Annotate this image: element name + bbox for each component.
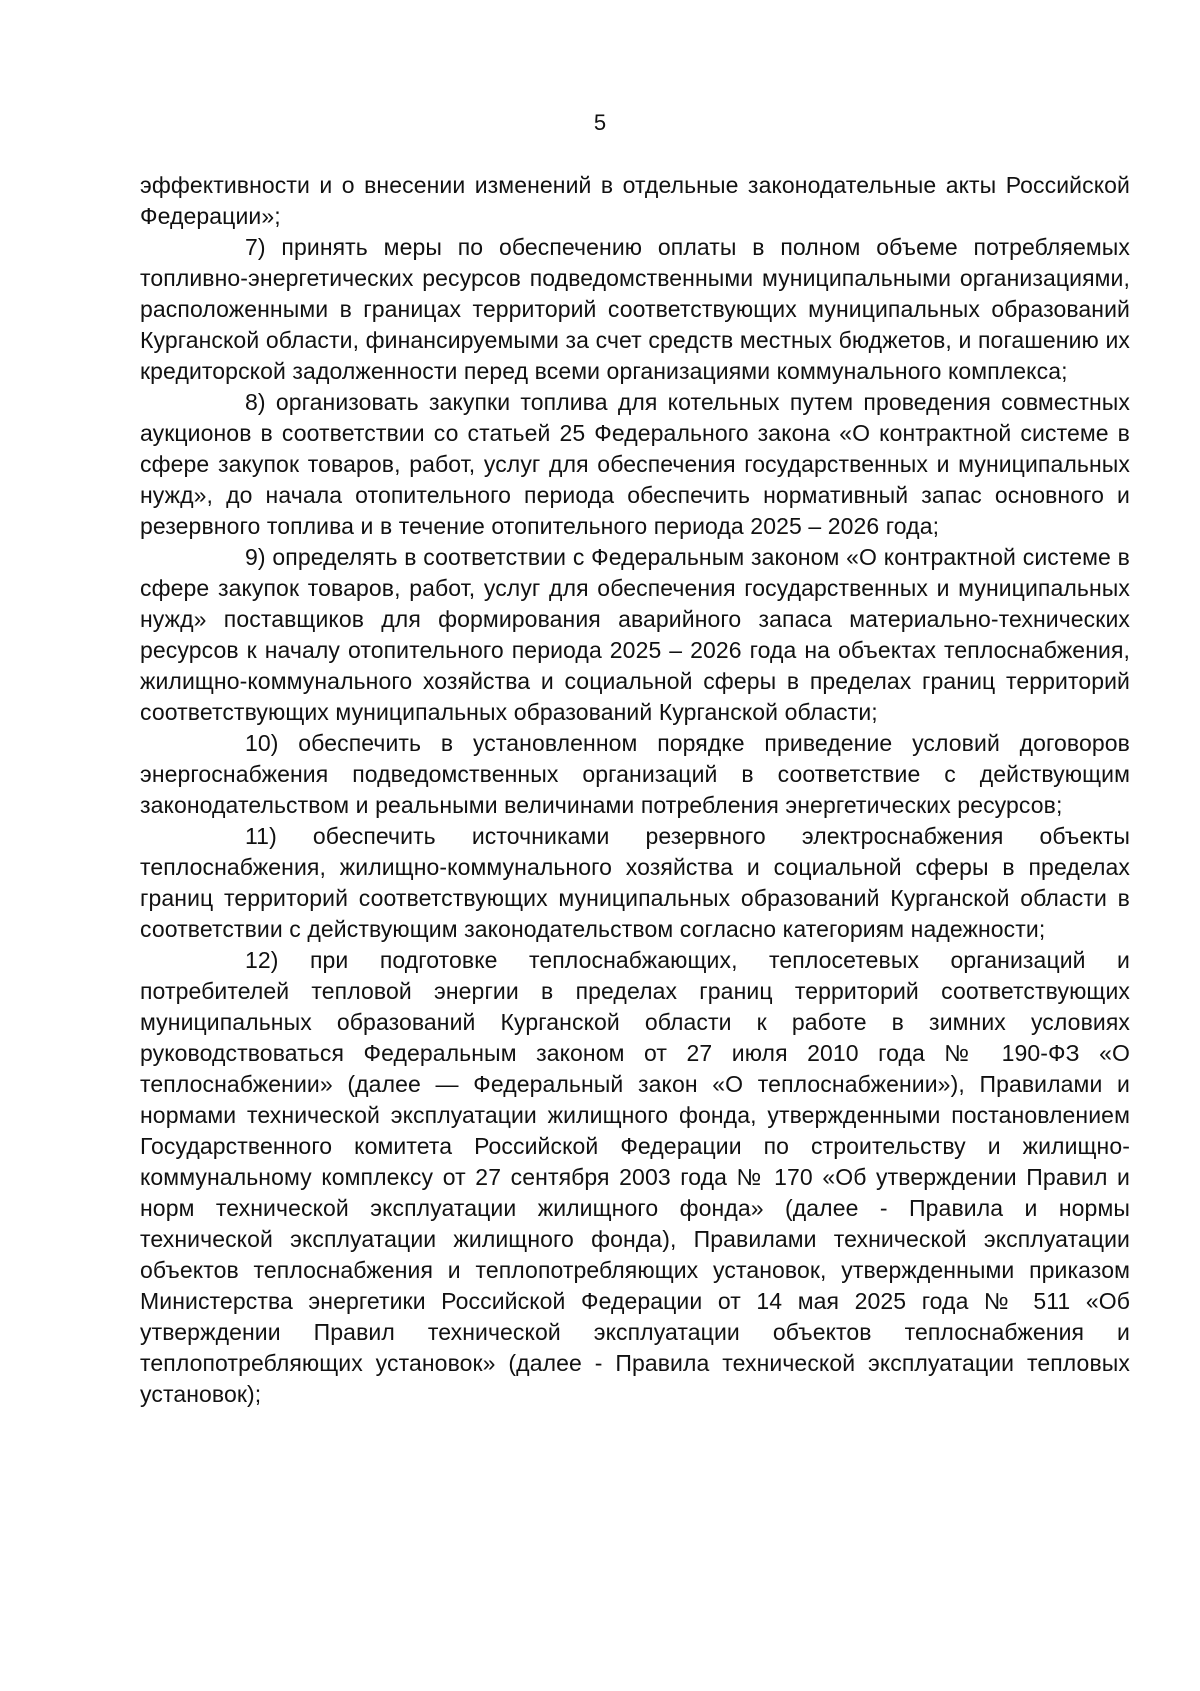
paragraph-item-7: 7) принять меры по обеспечению оплаты в полном объеме потребляемых топливно-энергетических ресурсов подведомственными муниципальными организациями, расположенными в границах территорий соответствующих муниципальных образований Курганской области, финансируемыми за счет средств местных бюджетов, и погашению их кредиторской задолженности перед всеми организациями коммунального комплекса; bbox=[140, 234, 1130, 384]
document-body bbox=[140, 170, 1130, 1410]
paragraph-item-12: 12) при подготовке теплоснабжающих, теплосетевых организаций и потребителей тепловой энергии в пределах границ территорий соответствующих муниципальных образований Курганской области к работе в зимних условиях руководствоваться Федеральным законом от 27 июля 2010 года № 190-ФЗ «О теплоснабжении» (далее — Федеральный закон «О теплоснабжении»), Правилами и нормами технической эксплуатации жилищного фонда, утвержденными постановлением Государственного комитета Российской Федерации по строительству и жилищно-коммунальному комплексу от 27 сентября 2003 года № 170 «Об утверждении Правил и норм технической эксплуатации жилищного фонда» (далее - Правила и нормы технической эксплуатации жилищного фонда), Правилами технической эксплуатации объектов теплоснабжения и теплопотребляющих установок, утвержденными приказом Министерства энергетики Российской Федерации от 14 мая 2025 года № 511 «Об утверждении Правил технической эксплуатации объектов теплоснабжения и теплопотребляющих установок» (далее - Правила технической эксплуатации тепловых установок); bbox=[140, 947, 1130, 1407]
paragraph-item-9: 9) определять в соответствии с Федеральным законом «О контрактной системе в сфере закупок товаров, работ, услуг для обеспечения государственных и муниципальных нужд» поставщиков для формирования аварийного запаса материально-технических ресурсов к началу отопительного периода 2025 – 2026 года на объектах теплоснабжения, жилищно-коммунального хозяйства и социальной сферы в пределах границ территорий соответствующих муниципальных образований Курганской области; bbox=[140, 544, 1130, 725]
paragraph-item-8: 8) организовать закупки топлива для котельных путем проведения совместных аукционов в соответствии со статьей 25 Федерального закона «О контрактной системе в сфере закупок товаров, работ, услуг для обеспечения государственных и муниципальных нужд», до начала отопительного периода обеспечить нормативный запас основного и резервного топлива и в течение отопительного периода 2025 – 2026 года; bbox=[140, 389, 1130, 539]
paragraph-item-10: 10) обеспечить в установленном порядке приведение условий договоров энергоснабжения подведомственных организаций в соответствие с действующим законодательством и реальными величинами потребления энергетических ресурсов; bbox=[140, 730, 1130, 818]
paragraph-continued: эффективности и о внесении изменений в отдельные законодательные акты Российской Федерации»; bbox=[140, 172, 1130, 229]
paragraph-item-11: 11) обеспечить источниками резервного электроснабжения объекты теплоснабжения, жилищно-коммунального хозяйства и социальной сферы в пределах границ территорий соответствующих муниципальных образований Курганской области в соответствии с действующим законодательством согласно категориям надежности; bbox=[140, 823, 1130, 942]
page-number: 5 bbox=[593, 110, 607, 135]
